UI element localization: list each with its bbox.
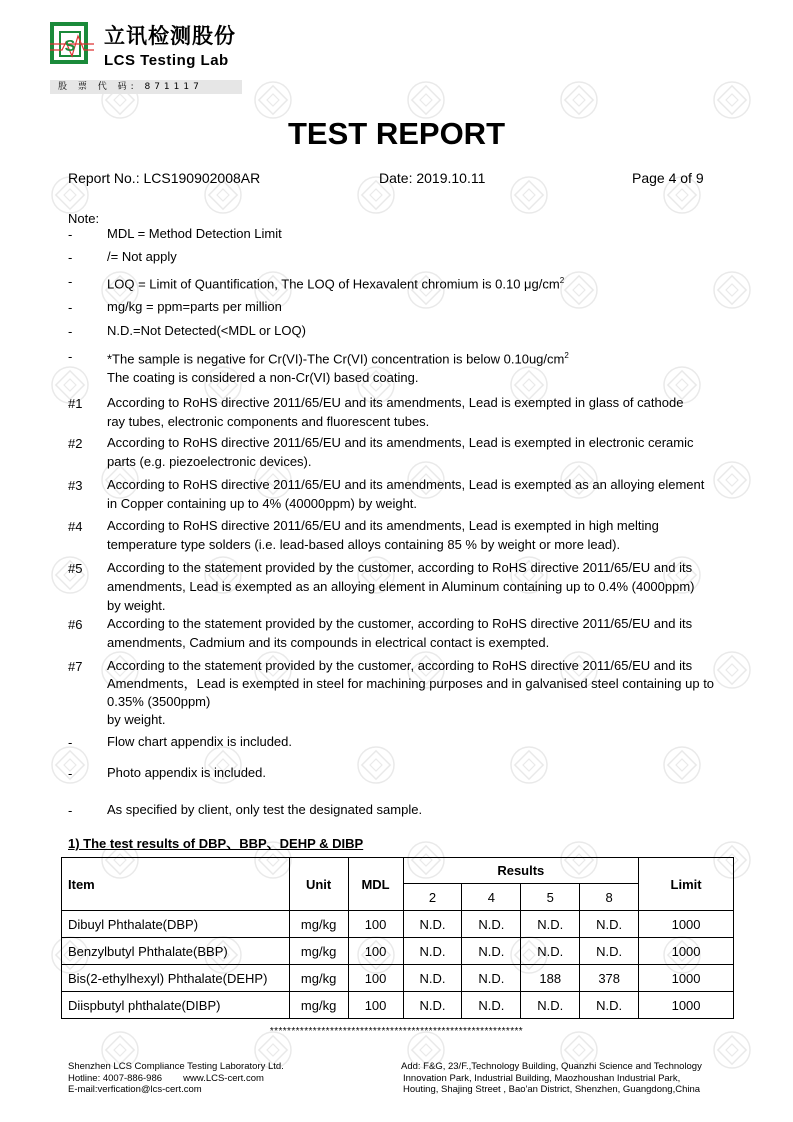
note-line: parts (e.g. piezoelectronic devices). [107, 454, 312, 469]
note-text [107, 558, 732, 615]
cell-limit: 1000 [639, 911, 734, 938]
cell-unit: mg/kg [289, 938, 348, 965]
note-marker: #1 [68, 396, 83, 411]
note-line: According to the statement provided by the customer, according to RoHS directive 2011/65/EU and its [107, 616, 693, 631]
watermark-icon [406, 80, 446, 120]
watermark-icon [712, 80, 752, 120]
note-line: by weight. [107, 598, 166, 613]
note-line: According to RoHS directive 2011/65/EU and its amendments, Lead is exempted in electronic ceramic [107, 435, 694, 450]
note-marker: #4 [68, 519, 83, 534]
note-marker: #3 [68, 478, 83, 493]
watermark-icon [559, 80, 599, 120]
cell-mdl: 100 [348, 938, 403, 965]
note-line: /= Not apply [107, 249, 177, 264]
note-text [107, 393, 732, 431]
results-table [61, 857, 734, 1019]
stock-code-bar: 股 票 代 码: 871117 [50, 80, 242, 94]
note-marker: #6 [68, 617, 83, 632]
cell-limit: 1000 [639, 992, 734, 1019]
page-number: Page 4 of 9 [632, 170, 704, 186]
report-title: TEST REPORT [287, 116, 505, 151]
note-line: According to the statement provided by the customer, according to RoHS directive 2011/65/EU and its [107, 560, 693, 575]
note-marker: - [68, 766, 73, 781]
section-title: 1) The test results of DBP、BBP、DEHP & DIBP [68, 836, 364, 851]
footer-email: E-mail:verfication@lcs-cert.com [68, 1084, 202, 1095]
table-row [62, 938, 734, 965]
note-text [107, 763, 732, 782]
cell-limit: 1000 [639, 965, 734, 992]
watermark-icon [253, 80, 293, 120]
note-text [107, 656, 732, 729]
note-text [107, 297, 732, 316]
cell-result: 188 [521, 965, 580, 992]
cell-result: N.D. [403, 965, 462, 992]
cell-result: N.D. [521, 938, 580, 965]
note-line: N.D.=Not Detected(<MDL or LOQ) [107, 323, 306, 338]
header-results: Results [403, 858, 639, 884]
note-line: As specified by client, only test the designated sample. [107, 802, 423, 817]
footer-hotline: Hotline: 4007-886-986 www.LCS-cert.com [68, 1072, 264, 1084]
company-logo [50, 22, 92, 66]
note-text [107, 516, 732, 554]
cell-unit: mg/kg [289, 911, 348, 938]
note-line: in Copper containing up to 4% (40000ppm) by weight. [107, 496, 418, 511]
note-text [107, 321, 732, 340]
watermark-icon [509, 175, 549, 215]
note-text [107, 271, 732, 293]
cell-item: Bis(2-ethylhexyl) Phthalate(DEHP) [62, 965, 290, 992]
note-line: amendments, Lead is exempted as an alloying element in Aluminum containing up to 0.4% (4000ppm) [107, 579, 695, 594]
cell-result: N.D. [403, 938, 462, 965]
note-text [107, 732, 732, 751]
note-line: According to RoHS directive 2011/65/EU and its amendments, Lead is exempted as an alloying element [107, 477, 705, 492]
note-line: *The sample is negative for Cr(VI)-The Cr(VI) concentration is below 0.10ug/cm [107, 351, 565, 367]
superscript: 2 [564, 351, 569, 360]
company-name-cn: 立讯检测股份 [104, 24, 236, 48]
result-col-header: 4 [462, 884, 521, 911]
note-text [107, 224, 732, 243]
note-text [107, 475, 732, 513]
report-number: Report No.: LCS190902008AR [68, 170, 261, 186]
note-line: 0.35% (3500ppm) [107, 694, 211, 709]
note-marker: - [68, 227, 73, 242]
note-line: by weight. [107, 712, 166, 727]
report-date: Date: 2019.10.11 [379, 170, 486, 186]
note-line: MDL = Method Detection Limit [107, 226, 282, 241]
note-line: amendments, Cadmium and its compounds in electrical contact is exempted. [107, 635, 550, 650]
note-text [107, 614, 732, 652]
result-col-header: 5 [521, 884, 580, 911]
company-name-en: LCS Testing Lab [104, 52, 229, 69]
footer-left [68, 1061, 284, 1096]
note-line: Amendments，Lead is exempted in steel for machining purposes and in galvanised steel containing up to [107, 676, 715, 691]
note-line: According to RoHS directive 2011/65/EU and its amendments, Lead is exempted in high melting [107, 518, 659, 533]
cell-item: Diispbutyl phthalate(DIBP) [62, 992, 290, 1019]
cell-mdl: 100 [348, 911, 403, 938]
note-marker: - [68, 735, 73, 750]
cell-mdl: 100 [348, 965, 403, 992]
note-line: mg/kg = ppm=parts per million [107, 299, 282, 314]
footer-company: Shenzhen LCS Compliance Testing Laboratory Ltd. [68, 1061, 284, 1072]
footer-right [401, 1061, 702, 1096]
cell-result: N.D. [580, 992, 639, 1019]
result-col-header: 2 [403, 884, 462, 911]
cell-result: N.D. [462, 938, 521, 965]
cell-result: N.D. [521, 911, 580, 938]
note-line: LOQ = Limit of Quantification, The LOQ of Hexavalent chromium is 0.10 μg/cm [107, 276, 560, 292]
cell-result: N.D. [462, 965, 521, 992]
header-unit: Unit [289, 858, 348, 911]
footer-address-3: Houting, Shajing Street , Bao'an District, Shenzhen, Guangdong,China [403, 1084, 701, 1095]
header-item: Item [62, 858, 290, 911]
note-line: ray tubes, electronic components and fluorescent tubes. [107, 414, 430, 429]
note-marker: - [68, 274, 73, 289]
cell-result: N.D. [462, 911, 521, 938]
cell-result: N.D. [403, 911, 462, 938]
table-row [62, 911, 734, 938]
note-line: According to the statement provided by the customer, according to RoHS directive 2011/65/EU and its [107, 658, 693, 673]
note-marker: - [68, 300, 73, 315]
note-marker: - [68, 250, 73, 265]
cell-unit: mg/kg [289, 965, 348, 992]
table-row [62, 992, 734, 1019]
end-stars: *********************************************************** [269, 1026, 524, 1037]
cell-limit: 1000 [639, 938, 734, 965]
cell-unit: mg/kg [289, 992, 348, 1019]
note-line: Flow chart appendix is included. [107, 734, 292, 749]
footer-address-1: Add: F&G, 23/F.,Technology Building, Quanzhi Science and Technology [401, 1061, 702, 1072]
cell-result: N.D. [403, 992, 462, 1019]
note-label: Note: [68, 211, 100, 226]
note-text [107, 800, 732, 819]
result-col-header: 8 [580, 884, 639, 911]
note-marker: - [68, 324, 73, 339]
header-mdl: MDL [348, 858, 403, 911]
note-line: Photo appendix is included. [107, 765, 267, 780]
note-marker: #2 [68, 436, 83, 451]
note-line: temperature type solders (i.e. lead-based alloys containing 85 % by weight or more lead). [107, 537, 621, 552]
note-marker: #7 [68, 659, 83, 674]
note-marker: #5 [68, 561, 83, 576]
cell-mdl: 100 [348, 992, 403, 1019]
note-marker: - [68, 349, 73, 364]
note-text [107, 247, 732, 266]
table-row [62, 965, 734, 992]
footer-address-2: Innovation Park, Industrial Building, Maozhoushan Industrial Park, [403, 1072, 681, 1084]
note-line: According to RoHS directive 2011/65/EU and its amendments, Lead is exempted in glass of cathode [107, 395, 684, 410]
cell-item: Dibuyl Phthalate(DBP) [62, 911, 290, 938]
cell-result: 378 [580, 965, 639, 992]
note-line: The coating is considered a non-Cr(VI) based coating. [107, 370, 419, 386]
note-marker: - [68, 803, 73, 818]
note-text [107, 346, 732, 387]
cell-result: N.D. [521, 992, 580, 1019]
superscript: 2 [559, 276, 565, 285]
header-limit: Limit [639, 858, 734, 911]
logo-letter: S [64, 38, 76, 55]
cell-result: N.D. [580, 911, 639, 938]
cell-result: N.D. [580, 938, 639, 965]
note-text [107, 433, 732, 471]
cell-item: Benzylbutyl Phthalate(BBP) [62, 938, 290, 965]
cell-result: N.D. [462, 992, 521, 1019]
